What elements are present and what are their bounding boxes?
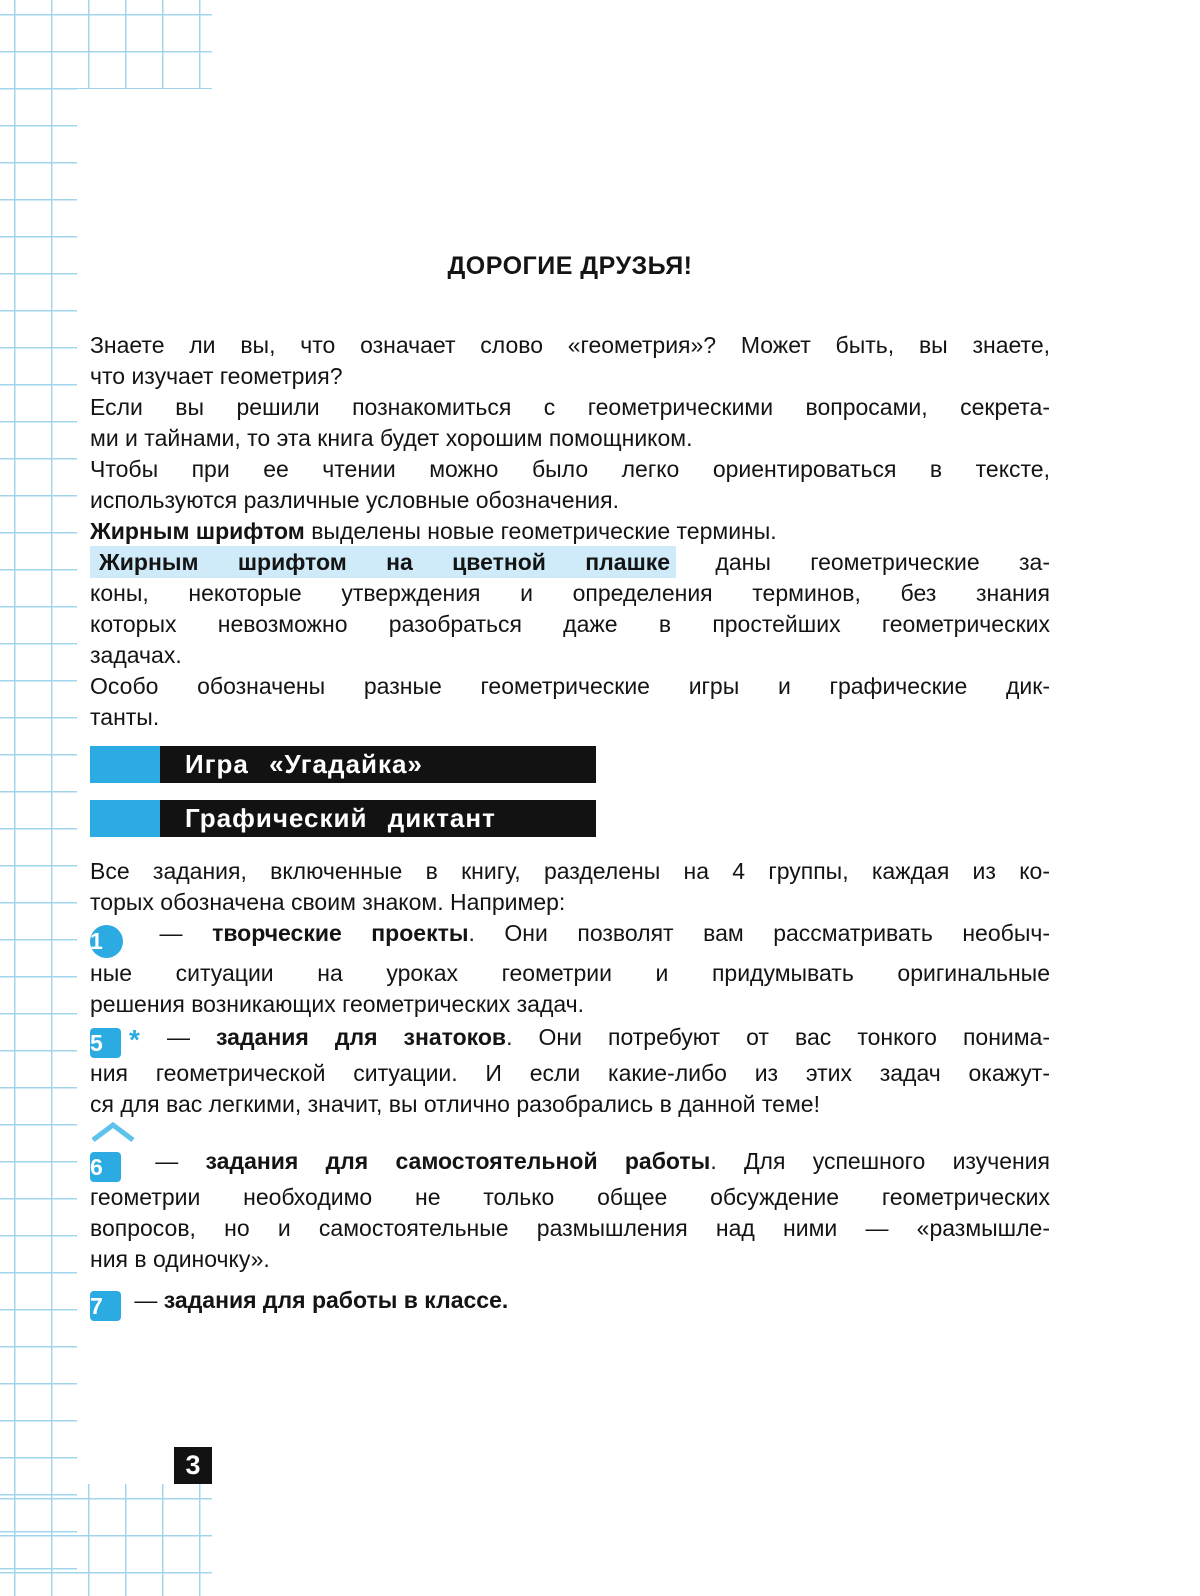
text-line: ся для вас легкими, значит, вы отлично разобрались в данной теме! [90,1091,820,1117]
text-line: задачах. [90,642,182,668]
banner-bar [160,800,596,837]
paragraph-bold-terms [90,516,1050,547]
banner-blue-chip [90,746,160,783]
page-title: ДОРОГИЕ ДРУЗЬЯ! [447,252,693,280]
legend-item-expert-tasks [90,1020,1050,1120]
text-line: Особо обозначены разные геометрические игры и графические дик- [90,673,1050,699]
text-segment: . Они потребуют от вас тонкого понима- [506,1024,1051,1050]
item-term: творческие проекты [212,920,469,946]
banner-bar [160,746,596,783]
text-line: геометрии необходимо не только общее обсуждение геометрических [90,1184,1050,1210]
legend-item-class-work [90,1285,1050,1321]
legend-item-independent-work [90,1120,1050,1275]
text-line: которых невозможно разобраться даже в простейших геометрических [90,611,1050,637]
item-term: задания для знатоков [216,1024,507,1050]
dash-segment: — [130,920,213,946]
text-line: танты. [90,704,160,730]
text-segment: . Они позволят вам рассматривать необыч- [468,920,1050,946]
highlighted-term-label: Жирным шрифтом на цветной плашке [90,546,676,578]
paragraph-book-helper [90,392,1050,454]
paragraph-games-note [90,671,1050,733]
text-line: ми и тайнами, то эта книга будет хорошим помощником. [90,425,693,451]
legend-item-creative-projects [90,918,1050,1020]
text-line: используются различные условные обозначения. [90,487,619,513]
text-line: ния в одиночку». [90,1246,270,1272]
item-marker-7: 7 [90,1291,121,1321]
banner-graphic-dictation [90,800,596,837]
dash-segment: — [140,1024,217,1050]
text-segment: . Для успешного изучения [710,1148,1050,1174]
text-line: ния геометрической ситуации. И если какие-либо из этих задач окажут- [90,1060,1050,1086]
item-marker-1: 1 [90,925,123,958]
star-superscript: * [129,1024,140,1055]
text-line: Знаете ли вы, что означает слово «геометрия»? Может быть, вы знаете, [90,332,1050,358]
paragraph-intro-question [90,330,1050,392]
text-line: что изучает геометрия? [90,363,343,389]
text-line [90,1146,1050,1182]
text-line: Все задания, включенные в книгу, разделены на 4 группы, каждая из ко- [90,858,1050,884]
dash-segment: — [128,1148,206,1174]
page-content [90,250,1050,1321]
grid-pattern-bottom-left [0,1484,212,1596]
banner-label: Игра «Угадайка» [185,749,423,779]
text-line: вопросов, но и самостоятельные размышления над ними — «размышле- [90,1215,1050,1241]
text-line [90,918,1050,958]
paragraph-highlight-plate [90,547,1050,671]
item-term: задания для работы в классе. [163,1287,509,1313]
text-line: Если вы решили познакомиться с геометрическими вопросами, секрета- [90,394,1050,420]
item-marker-6: 6 [90,1152,121,1182]
paragraph-groups-intro [90,856,1050,918]
item-marker-5: 5 [90,1028,121,1058]
page-number: 3 [174,1447,212,1484]
text-line [90,516,1050,547]
text-line: решения возникающих геометрических задач. [90,991,585,1017]
banner-label: Графический диктант [185,803,496,833]
text-line [90,1285,1050,1321]
dash-segment: — [128,1287,164,1313]
grid-pattern-left-strip [0,0,77,1596]
text-line [90,1020,1050,1058]
text-line: Чтобы при ее чтении можно было легко ориентироваться в тексте, [90,456,1050,482]
text-line: ные ситуации на уроках геометрии и придумывать оригинальные [90,960,1050,986]
chevron-up-icon [90,1122,136,1142]
bold-term-label: Жирным шрифтом [90,518,305,544]
text-line [90,547,1050,578]
banner-blue-chip [90,800,160,837]
text-segment: выделены новые геометрические термины. [304,518,777,544]
paragraph-notation-intro [90,454,1050,516]
text-segment: даны геометрические за- [676,549,1050,575]
text-line: торых обозначена своим знаком. Например: [90,889,566,915]
banner-game-ugadaika [90,746,596,783]
grid-pattern-top-left [0,0,212,89]
text-line: коны, некоторые утверждения и определения терминов, без знания [90,580,1050,606]
item-term: задания для самостоятельной работы [205,1148,711,1174]
